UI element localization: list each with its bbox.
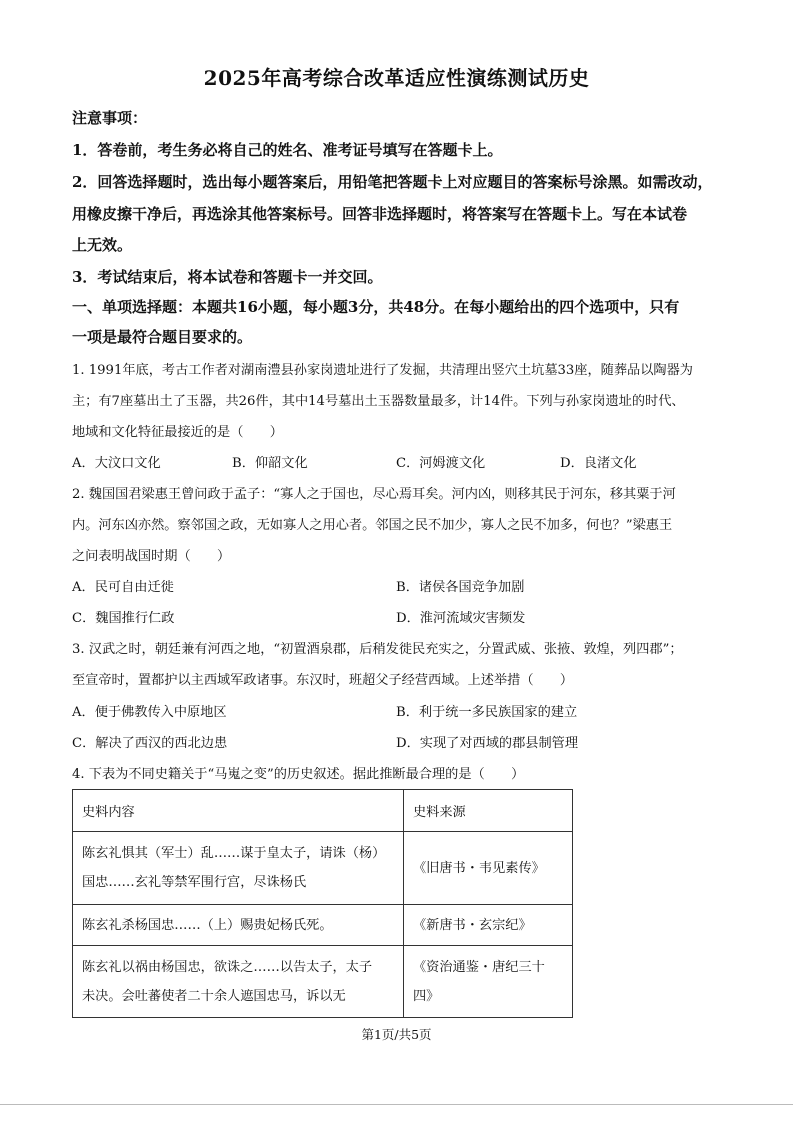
q2-stem: 2. 魏国国君梁惠王曾问政于孟子：“寡人之于国也，尽心焉耳矣。河内凶，则移其民于河东，移其粟于河	[72, 487, 676, 502]
q1-option-c[interactable]: C．河姆渡文化	[396, 456, 486, 471]
notice-heading: 注意事项：	[72, 109, 148, 127]
table-cell-content	[73, 905, 404, 946]
q1-option-b[interactable]: B．仰韶文化	[232, 456, 308, 471]
q3-option-b[interactable]: B．利于统一多民族国家的建立	[396, 705, 578, 720]
q3-option-d[interactable]: D．实现了对西域的郡县制管理	[396, 736, 579, 751]
notice-line: 上无效。	[72, 236, 133, 254]
q2-stem: 之问表明战国时期（ ）	[72, 549, 231, 564]
table-row	[73, 832, 573, 905]
notice-line: 用橡皮擦干净后，再选涂其他答案标号。回答非选择题时，将答案写在答题卡上。写在本试卷	[72, 205, 688, 223]
q2-option-d[interactable]: D．淮河流域灾害频发	[396, 611, 526, 626]
q1-stem: 主；有7座墓出土了玉器，共26件，其中14号墓出土玉器数量最多，计14件。下列与孙家岗遗址的时代、	[72, 394, 685, 409]
table-cell-source	[404, 946, 573, 1018]
q1-stem: 1. 1991年底，考古工作者对湖南澧县孙家岗遗址进行了发掘，共清理出竖穴土坑墓33座，随葬品以陶器为	[72, 363, 693, 378]
page-footer: 第1页/共5页	[361, 1027, 432, 1042]
cell-line: 陈玄礼杀杨国忠……（上）赐贵妃杨氏死。	[82, 917, 333, 933]
cell-line: 陈玄礼以祸由杨国忠，欲诛之……以告太子，太子	[82, 959, 373, 975]
q1-option-a[interactable]: A．大汶口文化	[72, 456, 161, 471]
notice-line: 1．答卷前，考生务必将自己的姓名、准考证号填写在答题卡上。	[72, 141, 503, 159]
q2-option-b[interactable]: B．诸侯各国竞争加剧	[396, 580, 525, 595]
notice-line: 2．回答选择题时，选出每小题答案后，用铅笔把答题卡上对应题目的答案标号涂黑。如需改动，	[72, 173, 713, 191]
q2-option-c[interactable]: C．魏国推行仁政	[72, 611, 175, 626]
page-title: 2025年高考综合改革适应性演练测试历史	[203, 66, 590, 90]
cell-line: 国忠……玄礼等禁军围行宫，尽诛杨氏	[82, 875, 307, 890]
cell-line: 《新唐书・玄宗纪》	[413, 917, 532, 933]
cell-line: 陈玄礼惧其（军士）乱……谋于皇太子，请诛（杨）	[82, 846, 386, 861]
notice-line: 3．考试结束后，将本试卷和答题卡一并交回。	[72, 268, 383, 286]
section-heading: 一、单项选择题：本题共16小题，每小题3分，共48分。在每小题给出的四个选项中，只有	[72, 298, 680, 316]
q3-option-a[interactable]: A．便于佛教传入中原地区	[72, 705, 227, 720]
table-header-row	[73, 790, 573, 832]
table-row	[73, 946, 573, 1018]
q1-stem: 地域和文化特征最接近的是（ ）	[72, 425, 283, 440]
table-header-source: 史料来源	[404, 790, 573, 832]
cell-line: 四》	[413, 988, 440, 1004]
section-heading: 一项是最符合题目要求的。	[72, 328, 253, 346]
table-cell-source	[404, 832, 573, 905]
cell-line: 《资治通鉴・唐纪三十	[413, 959, 545, 975]
source-table	[72, 789, 573, 1018]
q3-stem: 3. 汉武之时，朝廷兼有河西之地，“初置酒泉郡，后稍发徙民充实之，分置武威、张掖、敦煌，列四郡”；	[72, 642, 683, 657]
q2-stem: 内。河东凶亦然。察邻国之政，无如寡人之用心者。邻国之民不加少，寡人之民不加多，何也？”梁惠王	[72, 518, 673, 533]
q2-option-a[interactable]: A．民可自由迁徙	[72, 580, 174, 595]
table-row	[73, 905, 573, 946]
bottom-divider	[0, 1104, 793, 1105]
table-cell-content	[73, 832, 404, 905]
q3-stem: 至宣帝时，置都护以主西域军政诸事。东汉时，班超父子经营西域。上述举措（ ）	[72, 673, 574, 688]
q1-option-d[interactable]: D．良渚文化	[560, 456, 637, 471]
cell-line: 未决。会吐蕃使者二十余人遮国忠马，诉以无	[82, 988, 346, 1004]
q3-option-c[interactable]: C．解决了西汉的西北边患	[72, 736, 228, 751]
table-header-content: 史料内容	[73, 790, 404, 832]
cell-line: 《旧唐书・韦见素传》	[413, 860, 545, 876]
table-cell-source	[404, 905, 573, 946]
table-cell-content	[73, 946, 404, 1018]
q4-stem: 4. 下表为不同史籍关于“马嵬之变”的历史叙述。据此推断最合理的是（ ）	[72, 767, 525, 782]
